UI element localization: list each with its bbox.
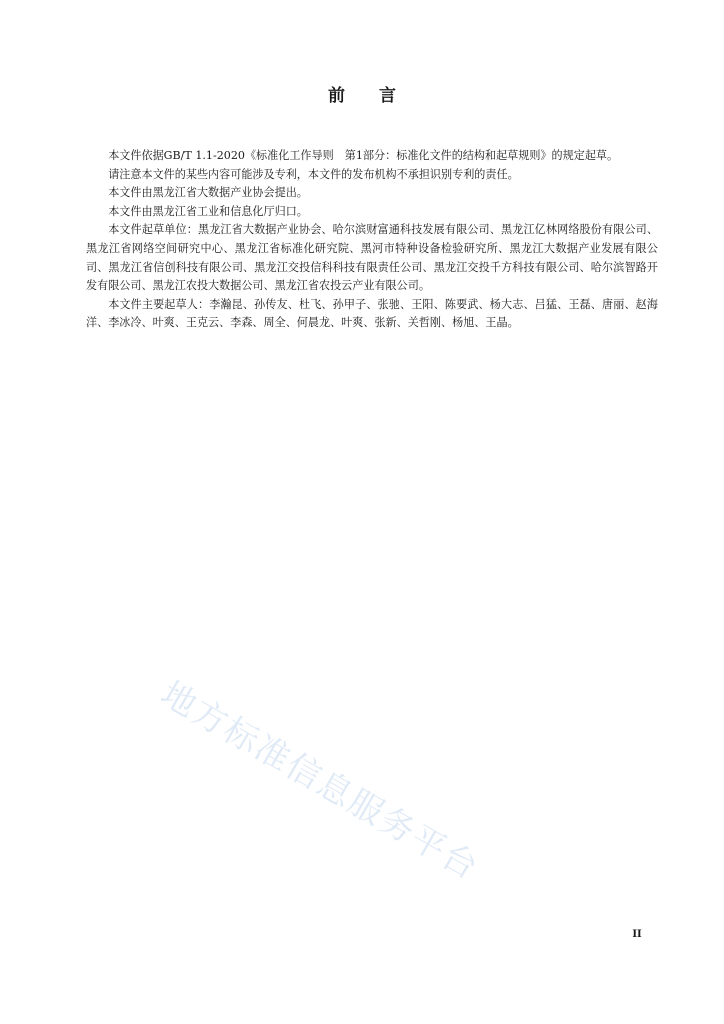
- paragraph-drafting-units: 本文件起草单位：黑龙江省大数据产业协会、哈尔滨财富通科技发展有限公司、黑龙江亿林网络股份有限公司、黑龙江省网络空间研究中心、黑龙江省标准化研究院、黑河市特种设备检验研究所、黑龙江大数据产业发展有限公司、黑龙江省信创科技有限公司、黑龙江交投信科科技有限责任公司、黑龙江交投千方科技有限公司、哈尔滨智路开发有限公司、黑龙江农投大数据公司、黑龙江省农投云产业有限公司。: [86, 223, 658, 293]
- paragraph-patent-notice: 请注意本文件的某些内容可能涉及专利，本文件的发布机构不承担识别专利的责任。: [108, 167, 519, 181]
- paragraph-proposer: 本文件由黑龙江省大数据产业协会提出。: [108, 186, 308, 200]
- paragraph-drafters: 本文件主要起草人：李瀚昆、孙传友、杜飞、孙甲子、张驰、王阳、陈要武、杨大志、吕猛、王磊、唐丽、赵海洋、李冰冷、叶爽、王克云、李森、周全、何晨龙、叶爽、张新、关哲刚、杨旭、王晶。: [86, 297, 658, 330]
- paragraph-basis: 本文件依据GB/T 1.1-2020《标准化工作导则 第1部分：标准化文件的结构和起草规则》的规定起草。: [108, 149, 619, 162]
- watermark: 地方标准信息服务平台: [154, 673, 486, 889]
- paragraph-administrator: 本文件由黑龙江省工业和信息化厅归口。: [108, 204, 308, 218]
- page-title: 前言: [328, 86, 430, 106]
- page-number: II: [632, 929, 642, 940]
- document-body: [86, 147, 658, 333]
